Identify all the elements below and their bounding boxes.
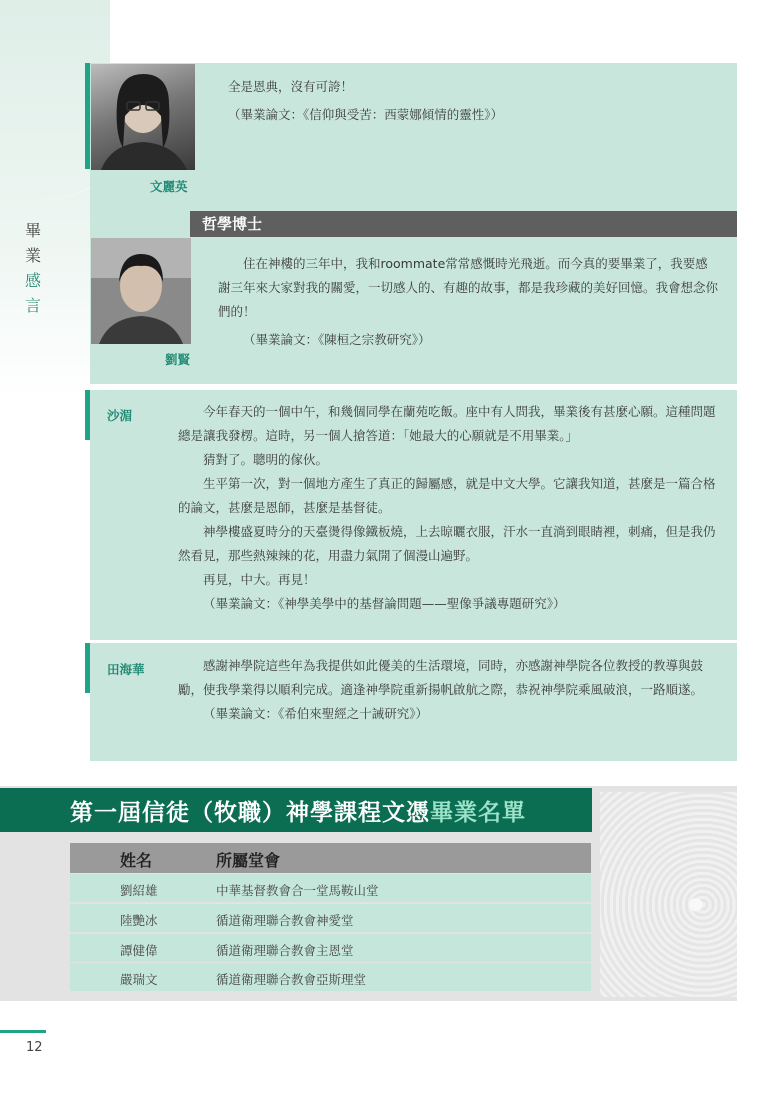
entry-name: 田海華: [107, 662, 145, 677]
entry-body: [178, 400, 718, 616]
entry-accent-bar: [85, 63, 90, 169]
cell-name: 嚴瑞文: [120, 972, 158, 987]
table-row: [70, 934, 591, 962]
portrait-photo: [91, 64, 195, 170]
page-number: 12: [26, 1040, 43, 1055]
entry-name: 沙湄: [107, 408, 133, 423]
entry-name: 文麗英: [150, 179, 188, 194]
table-row: [70, 874, 591, 902]
table-row: [70, 904, 591, 932]
page-number-rule: [0, 1030, 46, 1033]
entry-paragraph: 感謝神學院這些年為我提供如此優美的生活環境，同時，亦感謝神學院各位教授的教導與鼓勵，使我學業得以順利完成。適逢神學院重新揚帆啟航之際，恭祝神學院乘風破浪，一路順遂。: [178, 658, 704, 697]
entry-name: 劉賢: [165, 352, 191, 367]
cell-church: 循道衛理聯合教會亞斯理堂: [216, 972, 367, 987]
portrait-photo: [91, 238, 191, 344]
section-heading: 哲學博士: [190, 211, 737, 237]
side-label-char: 感: [24, 271, 41, 290]
side-label-char: 言: [24, 296, 41, 315]
entry-paragraph: 猜對了。聰明的傢伙。: [203, 452, 329, 467]
entry-paragraph: （畢業論文：《信仰與受苦：西蒙娜傾情的靈性》）: [228, 107, 504, 122]
header-church: 所屬堂會: [216, 851, 281, 870]
person-silhouette-icon: [91, 238, 191, 344]
lace-decoration: [600, 792, 737, 997]
entry-paragraph: 神學樓盛夏時分的天臺燙得像鐵板燒，上去晾曬衣服，汗水一直淌到眼睛裡，刺痛，但是我仍然看見，那些熱辣辣的花，用盡力氣開了個漫山遍野。: [178, 524, 716, 563]
cell-church: 循道衛理聯合教會主恩堂: [216, 943, 354, 958]
cell-church: 中華基督教會合一堂馬鞍山堂: [216, 883, 379, 898]
entry-body: [218, 252, 718, 352]
entry-paragraph: 今年春天的一個中午，和幾個同學在蘭苑吃飯。座中有人問我，畢業後有甚麼心願。這種問題總是讓我發楞。這時，另一個人搶答道：「她最大的心願就是不用畢業。」: [178, 404, 716, 443]
graduate-list-title-main: 第一屆信徒（牧職）神學課程文憑: [70, 800, 430, 826]
table-header: [70, 843, 591, 873]
entry-paragraph: （畢業論文：《神學美學中的基督論問題——聖像爭議專題研究》）: [203, 596, 566, 611]
table-row: [70, 963, 591, 991]
cell-name: 譚健偉: [120, 943, 158, 958]
entry-paragraph: （畢業論文：《希伯來聖經之十誡研究》）: [203, 706, 429, 721]
entry-paragraph: 再見，中大。再見！: [203, 572, 316, 587]
header-name: 姓名: [120, 851, 153, 870]
entry-accent-bar: [85, 643, 90, 693]
entry-paragraph: 生平第一次，對一個地方產生了真正的歸屬感，就是中文大學。它讓我知道，甚麼是一篇合格的論文，甚麼是恩師，甚麼是基督徒。: [178, 476, 716, 515]
cell-church: 循道衛理聯合教會神愛堂: [216, 913, 354, 928]
side-label: [22, 218, 44, 318]
entry-body: [228, 75, 718, 127]
person-silhouette-icon: [91, 64, 195, 170]
entry-paragraph: 住在神樓的三年中，我和roommate常常感慨時光飛逝。而今真的要畢業了，我要感謝三年來大家對我的關愛，一切感人的、有趣的故事，都是我珍藏的美好回憶。我會想念你們的！: [218, 256, 719, 319]
graduate-list-title-highlight: 畢業名單: [430, 800, 526, 826]
entry-paragraph: 全是恩典，沒有可誇！: [228, 79, 354, 94]
side-label-char: 業: [24, 246, 41, 265]
side-label-char: 畢: [24, 221, 41, 240]
cell-name: 劉紹雄: [120, 883, 158, 898]
graduate-list-title: [70, 794, 526, 827]
entry-accent-bar: [85, 390, 90, 440]
cell-name: 陸艷冰: [120, 913, 158, 928]
entry-paragraph: （畢業論文：《陳桓之宗教研究》）: [243, 332, 431, 347]
entry-body: [178, 654, 718, 726]
